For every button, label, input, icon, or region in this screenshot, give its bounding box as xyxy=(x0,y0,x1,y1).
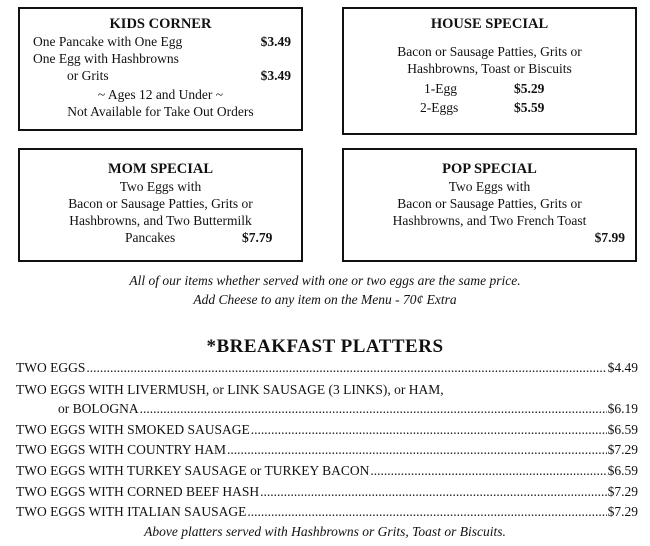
house-option-1: 1-Egg xyxy=(424,81,457,96)
dot-leader xyxy=(86,360,606,376)
house-price-1: $5.29 xyxy=(514,81,545,96)
dot-leader xyxy=(260,484,607,500)
dot-leader xyxy=(227,442,607,458)
same-price-note: All of our items whether served with one or two eggs are the same price. xyxy=(129,273,521,288)
breakfast-platters-title: *BREAKFAST PLATTERS xyxy=(206,336,444,357)
mom-price: $7.79 xyxy=(242,230,273,245)
kids-takeout-note: Not Available for Take Out Orders xyxy=(67,104,254,119)
kids-item-2-cont: or Grits xyxy=(67,68,109,83)
platter-name: TWO EGGS xyxy=(16,360,86,375)
kids-price-1: $3.49 xyxy=(260,34,291,49)
mom-desc-2: Bacon or Sausage Patties, Grits or xyxy=(68,196,253,211)
platter-row xyxy=(58,400,638,417)
pop-price: $7.99 xyxy=(594,230,625,245)
dot-leader xyxy=(247,504,606,520)
kids-corner-title: KIDS CORNER xyxy=(109,16,212,32)
platter-row xyxy=(16,483,638,500)
dot-leader xyxy=(251,422,607,438)
pop-desc-2: Bacon or Sausage Patties, Grits or xyxy=(397,196,582,211)
platter-price: $6.19 xyxy=(607,401,638,416)
house-option-2: 2-Eggs xyxy=(420,100,459,115)
cheese-note: Add Cheese to any item on the Menu - 70¢ Extra xyxy=(193,292,457,307)
platter-name: TWO EGGS WITH CORNED BEEF HASH xyxy=(16,484,260,499)
platter-name: or BOLOGNA xyxy=(58,401,139,416)
mom-desc-1: Two Eggs with xyxy=(119,179,202,194)
house-desc-2: Hashbrowns, Toast or Biscuits xyxy=(407,61,572,76)
platter-name: TWO EGGS WITH TURKEY SAUSAGE or TURKEY BACON xyxy=(16,463,370,478)
mom-desc-4: Pancakes xyxy=(125,230,176,245)
dot-leader xyxy=(370,463,606,479)
platter-row xyxy=(16,381,638,398)
house-desc-1: Bacon or Sausage Patties, Grits or xyxy=(397,44,582,59)
platter-price: $6.59 xyxy=(607,422,638,437)
platter-price: $7.29 xyxy=(607,504,638,519)
platter-price: $7.29 xyxy=(607,484,638,499)
platter-name: TWO EGGS WITH COUNTRY HAM xyxy=(16,442,226,457)
platter-row xyxy=(16,462,638,479)
house-special-box xyxy=(342,7,637,135)
kids-price-2: $3.49 xyxy=(260,68,291,83)
pop-desc-1: Two Eggs with xyxy=(448,179,531,194)
house-special-title: HOUSE SPECIAL xyxy=(430,16,549,32)
pop-desc-3: Hashbrowns, and Two French Toast xyxy=(392,213,587,228)
kids-item-1: One Pancake with One Egg xyxy=(33,34,183,49)
platter-price: $4.49 xyxy=(607,360,638,375)
platters-footer-note: Above platters served with Hashbrowns or Grits, Toast or Biscuits. xyxy=(144,524,506,539)
pop-special-box xyxy=(342,148,637,262)
platter-row xyxy=(16,359,638,376)
platter-row xyxy=(16,421,638,438)
mom-special-box xyxy=(18,148,303,262)
house-price-2: $5.59 xyxy=(514,100,545,115)
platter-name: TWO EGGS WITH LIVERMUSH, or LINK SAUSAGE (3 LINKS), or HAM, xyxy=(16,382,444,397)
mom-special-title: MOM SPECIAL xyxy=(107,161,214,177)
kids-item-2: One Egg with Hashbrowns xyxy=(33,51,179,66)
mom-desc-3: Hashbrowns, and Two Buttermilk xyxy=(69,213,252,228)
kids-corner-box xyxy=(18,7,303,131)
platter-name: TWO EGGS WITH SMOKED SAUSAGE xyxy=(16,422,250,437)
dot-leader xyxy=(140,401,607,417)
pop-special-title: POP SPECIAL xyxy=(442,161,537,177)
platter-price: $6.59 xyxy=(607,463,638,478)
kids-age-note: ~ Ages 12 and Under ~ xyxy=(97,87,224,102)
platter-price: $7.29 xyxy=(607,442,638,457)
platter-row xyxy=(16,441,638,458)
platter-name: TWO EGGS WITH ITALIAN SAUSAGE xyxy=(16,504,247,519)
platter-row xyxy=(16,503,638,520)
